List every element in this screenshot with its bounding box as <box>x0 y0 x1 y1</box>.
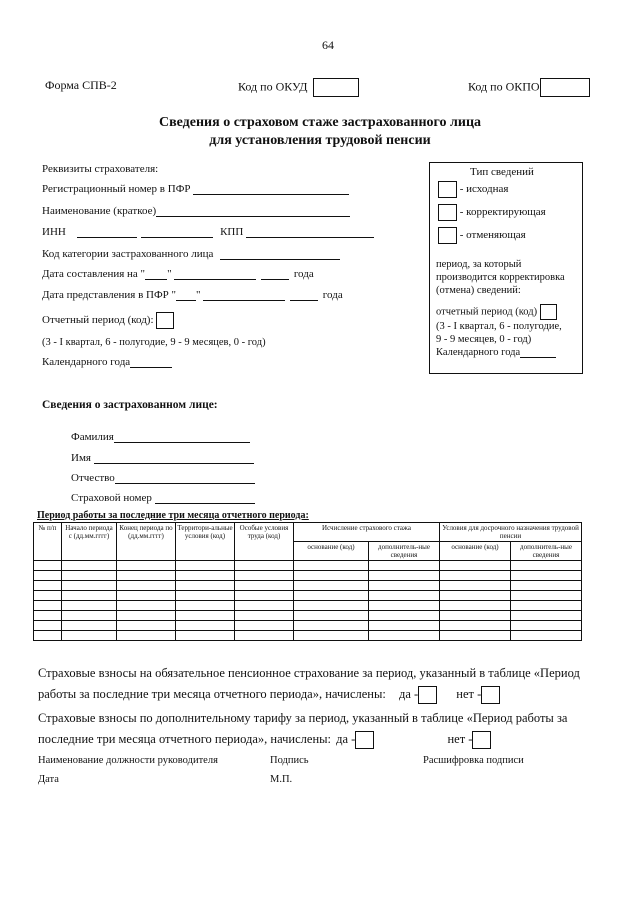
table-row[interactable] <box>34 571 582 581</box>
name-short-row <box>42 205 350 217</box>
reporting-period-box[interactable] <box>156 312 174 329</box>
contrib-2-line-a: Страховые взносы по дополнительному тарифу за период, указанный в таблице «Период работы за <box>38 711 568 725</box>
decoding-label: Расшифровка подписи <box>423 755 524 766</box>
reg-number-label: Регистрационный номер в ПФР <box>42 183 191 195</box>
inn-kpp-row <box>42 226 374 238</box>
kpp-line[interactable] <box>246 227 374 238</box>
patronymic-line[interactable] <box>115 473 255 484</box>
date-submitted-day[interactable] <box>176 290 196 301</box>
reg-number-row <box>42 183 349 195</box>
work-table-caption: Период работы за последние три месяца отчетного периода: <box>37 510 309 521</box>
insured-heading: Сведения о застрахованном лице: <box>42 399 218 411</box>
calendar-year-line[interactable] <box>130 357 172 368</box>
sub-basis-header-2: основание (код) <box>440 542 511 561</box>
sub-extra-header-1: дополнитель-ные сведения <box>369 542 440 561</box>
stamp-label: М.П. <box>270 774 293 785</box>
position-label: Наименование должности руководителя <box>38 755 218 766</box>
col-end-header: Конец периода по (дд.мм.гггг) <box>117 523 176 561</box>
table-row[interactable] <box>34 611 582 621</box>
col-num-header: № п/п <box>34 523 62 561</box>
date-compiled-label: Дата составления на " <box>42 268 146 280</box>
okud-input-box[interactable] <box>313 78 359 97</box>
date-compiled-year[interactable] <box>261 269 289 280</box>
period-codes-note: (3 - I квартал, 6 - полугодие, 9 - 9 месяцев, 0 - год) <box>42 337 266 348</box>
insurance-number-line[interactable] <box>155 493 255 504</box>
okpo-label: Код по ОКПО <box>468 79 540 94</box>
option-corrective-box[interactable] <box>438 204 457 221</box>
contrib-1-yes-box[interactable] <box>418 686 437 704</box>
date-compiled-month[interactable] <box>174 269 256 280</box>
signature-label: Подпись <box>270 755 309 766</box>
kpp-label: КПП <box>220 226 244 238</box>
table-header-row <box>34 523 582 542</box>
contrib-1-line-a: Страховые взносы на обязательное пенсионное страхование за период, указанный в таблице «Период <box>38 666 580 680</box>
surname-row <box>71 431 250 443</box>
info-type-box <box>429 162 583 374</box>
category-code-row <box>42 248 340 260</box>
work-period-table <box>33 522 582 641</box>
box-codes-1: (3 - I квартал, 6 - полугодие, <box>436 321 562 332</box>
period-code-box[interactable] <box>540 304 557 320</box>
first-name-label: Имя <box>71 452 91 464</box>
contrib-2-line-b <box>38 731 491 749</box>
option-corrective-label: - корректирующая <box>459 206 546 219</box>
contrib-2-text: последние три месяца отчетного периода», начислены: <box>38 731 331 746</box>
info-type-heading: Тип сведений <box>470 166 534 178</box>
name-short-line[interactable] <box>156 206 350 217</box>
col-territory-header: Территори-альные условия (код) <box>176 523 235 561</box>
contrib-2-no-box[interactable] <box>472 731 491 749</box>
date-submitted-label: Дата представления в ПФР " <box>42 289 177 301</box>
contrib-2-yes-label: да - <box>336 731 356 746</box>
first-name-row <box>71 452 254 464</box>
contrib-1-yes-label: да - <box>398 686 419 701</box>
category-code-label: Код категории застрахованного лица <box>42 248 214 260</box>
group-stazh-header: Исчисление страхового стажа <box>294 523 440 542</box>
category-code-line[interactable] <box>220 249 340 260</box>
table-row[interactable] <box>34 581 582 591</box>
calendar-year-label: Календарного года <box>42 356 131 368</box>
date-label: Дата <box>38 774 59 785</box>
inn-label: ИНН <box>42 226 66 238</box>
date-submitted-row <box>42 289 343 301</box>
name-short-label: Наименование (краткое) <box>42 205 157 217</box>
insurer-heading: Реквизиты страхователя: <box>42 163 159 175</box>
info-type-option-original <box>438 181 508 198</box>
contrib-2-no-label: нет - <box>447 731 473 746</box>
sub-extra-header-2: дополнитель-ные сведения <box>511 542 582 561</box>
group-early-header: Условия для досрочного назначения трудовой пенсии <box>440 523 582 542</box>
okud-label: Код по ОКУД <box>238 79 308 94</box>
info-type-option-cancel <box>438 227 526 244</box>
option-cancel-box[interactable] <box>438 227 457 244</box>
document-title-line-2: для установления трудовой пенсии <box>209 133 431 148</box>
contrib-2-yes-box[interactable] <box>355 731 374 749</box>
inn-line-1[interactable] <box>77 227 137 238</box>
table-row[interactable] <box>34 561 582 571</box>
calendar-year-row <box>42 356 172 368</box>
okpo-field <box>468 78 590 97</box>
first-name-line[interactable] <box>94 453 254 464</box>
date-submitted-year-word: года <box>322 289 343 301</box>
box-codes-2: 9 - 9 месяцев, 0 - год) <box>436 334 532 345</box>
reg-number-line[interactable] <box>193 184 349 195</box>
date-submitted-year[interactable] <box>290 290 318 301</box>
insurance-number-row <box>71 492 255 504</box>
form-label: Форма СПВ-2 <box>45 78 117 92</box>
patronymic-label: Отчество <box>71 472 115 484</box>
inn-line-2[interactable] <box>141 227 213 238</box>
contrib-1-no-box[interactable] <box>481 686 500 704</box>
okud-field <box>238 78 359 97</box>
box-calendar-year-row <box>436 347 556 358</box>
info-type-option-corrective <box>438 204 546 221</box>
page-number: 64 <box>322 38 334 52</box>
table-row[interactable] <box>34 631 582 641</box>
contrib-1-line-b <box>38 686 500 704</box>
period-code-label: отчетный период (код) <box>436 306 538 318</box>
date-compiled-year-word: года <box>293 268 314 280</box>
period-text-1: период, за который <box>436 259 522 270</box>
date-compiled-quote: " <box>167 268 172 280</box>
option-cancel-label: - отменяющая <box>459 229 526 242</box>
patronymic-row <box>71 472 255 484</box>
period-code-row <box>436 304 557 320</box>
period-text-2: производится корректировка <box>436 272 565 283</box>
okpo-input-box[interactable] <box>540 78 590 97</box>
date-submitted-quote: " <box>196 289 201 301</box>
table-row[interactable] <box>34 601 582 611</box>
document-title-line-1: Сведения о страховом стаже застрахованного лица <box>158 115 482 130</box>
box-calendar-year-label: Календарного года <box>436 347 521 358</box>
col-special-header: Особые условия труда (код) <box>235 523 294 561</box>
date-submitted-month[interactable] <box>203 290 285 301</box>
date-compiled-day[interactable] <box>145 269 167 280</box>
option-original-box[interactable] <box>438 181 457 198</box>
table-row[interactable] <box>34 621 582 631</box>
date-compiled-row <box>42 268 314 280</box>
reporting-period-row <box>42 312 174 329</box>
option-original-label: - исходная <box>459 183 509 196</box>
period-text-3: (отмена) сведений: <box>436 285 521 296</box>
surname-label: Фамилия <box>71 431 114 443</box>
sub-basis-header-1: основание (код) <box>294 542 369 561</box>
table-row[interactable] <box>34 591 582 601</box>
surname-line[interactable] <box>114 432 250 443</box>
insurance-number-label: Страховой номер <box>71 492 152 504</box>
reporting-period-label: Отчетный период (код): <box>42 314 154 327</box>
col-start-header: Начало периода с (дд.мм.гггг) <box>62 523 117 561</box>
contrib-1-no-label: нет - <box>456 686 482 701</box>
contrib-1-text: работы за последние три месяца отчетного периода», начислены: <box>38 686 386 701</box>
box-calendar-year-line[interactable] <box>520 347 556 358</box>
